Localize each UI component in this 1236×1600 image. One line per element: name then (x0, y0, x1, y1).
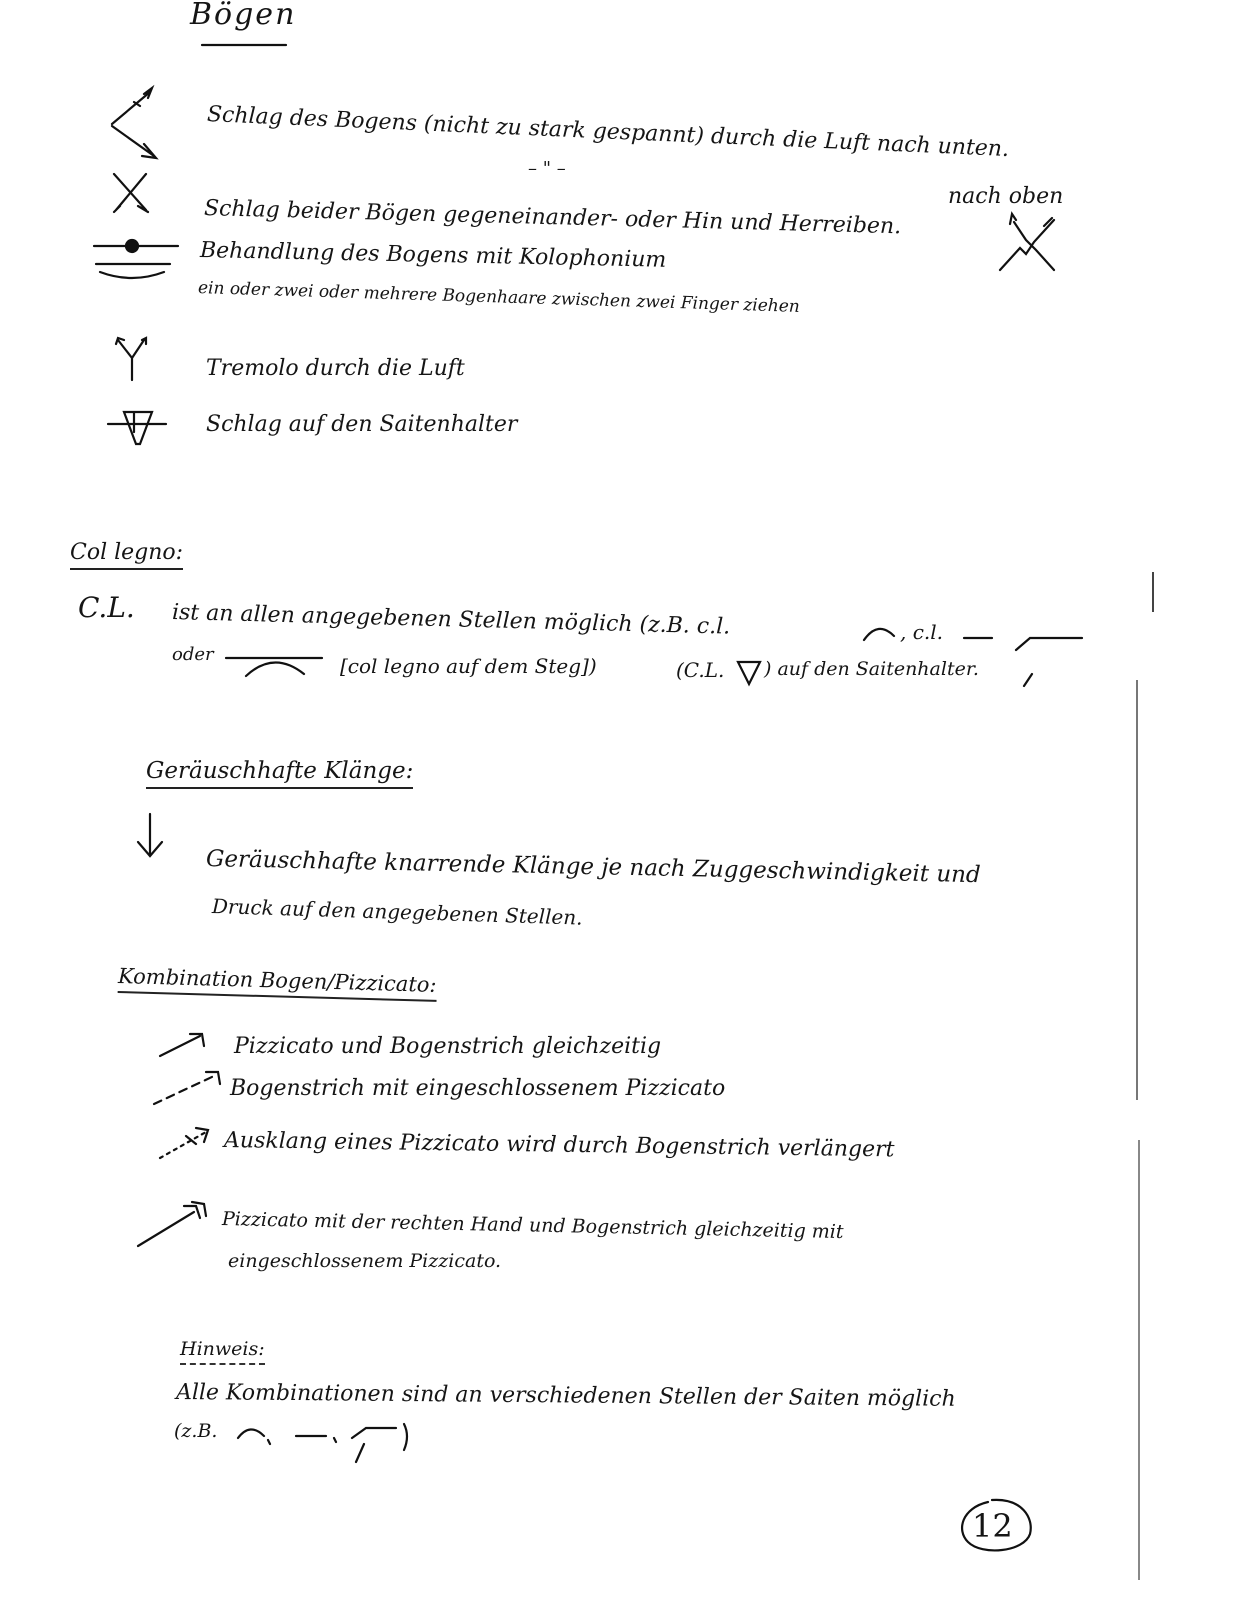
col-legno-line2a: oder (172, 644, 214, 665)
arrow-hook-dotted-icon (156, 1120, 220, 1166)
col-legno-line1: ist an allen angegebenen Stellen möglich (z.B. c.l. (171, 600, 731, 640)
scan-edge-mark (1136, 680, 1138, 1100)
col-legno-line2b: [col legno auf dem Steg]) (340, 654, 597, 678)
note-line2: (z.B. (174, 1420, 218, 1442)
combination-item: Bogenstrich mit eingeschlossenem Pizzicato (230, 1076, 726, 1101)
bow-strike-air-down-icon (104, 84, 174, 164)
col-legno-line1b: , c.l. (900, 620, 944, 644)
ditto-note: nach oben (948, 184, 1064, 209)
tailpiece-strike-icon (104, 404, 174, 452)
noise-sounds-heading: Geräuschhafte Klänge: (146, 760, 413, 789)
scan-edge-mark (1152, 572, 1154, 612)
combination-item: Pizzicato und Bogenstrich gleichzeitig (234, 1034, 662, 1059)
tremolo-air-icon (112, 332, 152, 384)
noise-sounds-line2: Druck auf den angegebenen Stellen. (211, 894, 583, 930)
col-legno-heading: Col legno: (70, 542, 183, 570)
note-heading: Hinweis: (180, 1340, 265, 1365)
col-legno-line2d: ) auf den Saitenhalter. (764, 658, 979, 680)
bow-technique-text: Schlag des Bogens (nicht zu stark gespannt) durch die Luft nach unten. (206, 102, 1010, 163)
dash-symbol-icon (960, 630, 1000, 644)
rosin-icon (92, 234, 182, 286)
bow-technique-text: ein oder zwei oder mehrere Bogenhaare zwischen zwei Finger ziehen (197, 278, 801, 317)
arrow-hook-solid-icon (156, 1028, 212, 1062)
arch-symbol-icon (860, 620, 900, 644)
page-number: 12 (972, 1507, 1013, 1545)
title-underline (200, 40, 290, 50)
note-line1: Alle Kombinationen sind an verschiedenen Stellen der Saiten möglich (175, 1380, 956, 1412)
bow-technique-text: Tremolo durch die Luft (206, 356, 465, 381)
combination-item: eingeschlossenem Pizzicato. (228, 1250, 502, 1272)
combination-item: Pizzicato mit der rechten Hand und Bogenstrich gleichzeitig mit (221, 1208, 844, 1244)
scan-edge-mark (1138, 1140, 1140, 1580)
note-symbols-icon (234, 1416, 414, 1472)
combination-item: Ausklang eines Pizzicato wird durch Bogenstrich verlängert (223, 1128, 895, 1163)
rub-bows-icon (996, 210, 1060, 274)
ditto-marks: – " – (528, 158, 566, 179)
page-title: Bögen (190, 0, 297, 32)
bow-technique-text: Schlag beider Bögen gegeneinander- oder Hin und Herreiben. (203, 196, 902, 240)
combination-heading: Kombination Bogen/Pizzicato: (118, 966, 437, 1002)
corner-symbol-icon (1010, 630, 1086, 690)
arrow-hook-dashed-icon (150, 1064, 226, 1110)
bow-technique-text: Schlag auf den Saitenhalter (206, 412, 518, 437)
col-legno-abbrev: C.L. (78, 591, 135, 624)
tailpiece-symbol-icon (734, 658, 764, 688)
bow-technique-text: Behandlung des Bogens mit Kolophonium (199, 238, 667, 273)
noise-sounds-line1: Geräuschhafte knarrende Klänge je nach Zuggeschwindigkeit und (205, 846, 981, 889)
down-arrow-icon (132, 810, 168, 862)
crossed-bows-icon (110, 170, 154, 216)
arrow-double-hook-icon (134, 1198, 214, 1250)
bridge-symbol-icon (222, 648, 326, 682)
col-legno-line2c: (C.L. (676, 658, 725, 682)
